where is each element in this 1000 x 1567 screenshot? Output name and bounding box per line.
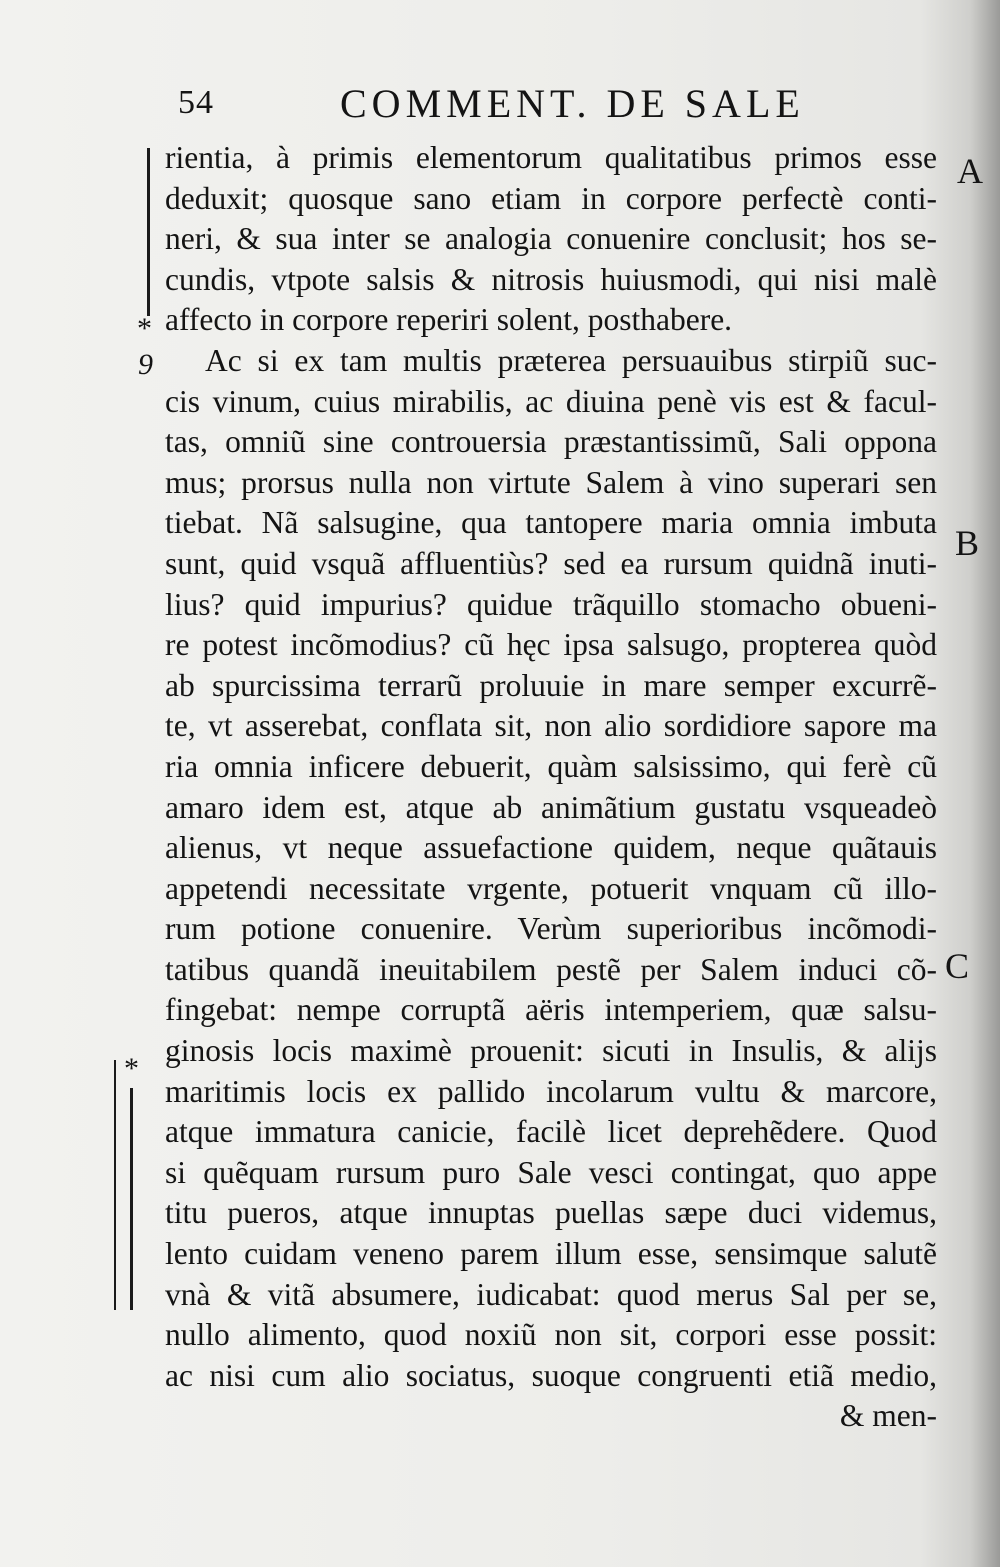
text-line: affecto in corpore reperiri solent, posthabere. (165, 302, 733, 338)
text-line: cis vinum, cuius mirabilis, ac diuina penè vis est & facul- (165, 383, 937, 419)
margin-numeral: 9 (138, 348, 153, 381)
catchword: & men- (839, 1398, 937, 1434)
text-line: tiebat. Nã salsugine, qua tantopere maria omnia imbuta (165, 505, 937, 541)
text-line: rientia, à primis elementorum qualitatibus primos esse (165, 140, 937, 175)
running-title: COMMENT. DE SALE (340, 81, 805, 126)
page-header (170, 78, 820, 128)
text-line: lento cuidam veneno parem illum esse, sensimque salutẽ (165, 1236, 937, 1272)
text-line: ginosis locis maximè prouenit: sicuti in Insulis, & alijs (165, 1033, 937, 1069)
text-line: alienus, vt neque assuefactione quidem, neque quãtauis (165, 830, 937, 866)
text-line: rum potione conuenire. Verùm superioribus incõmodi- (165, 911, 937, 947)
margin-asterisk-upper: * (137, 312, 152, 345)
text-line: re potest incõmodius? cũ hęc ipsa salsugo, propterea quòd (165, 627, 937, 663)
text-line: tas, omniũ sine controuersia præstantissimũ, Sali oppona (165, 424, 937, 460)
text-line: amaro idem est, atque ab animãtium gustatu vsqueadeò (165, 789, 937, 825)
text-line: Ac si ex tam multis præterea persuauibus stirpiũ suc- (205, 342, 937, 378)
margin-bracket-lower (130, 1088, 133, 1310)
text-line: atque immatura canicie, facilè licet deprehẽdere. Quod (165, 1114, 937, 1150)
text-line: neri, & sua inter se analogia conuenire conclusit; hos se- (165, 221, 937, 257)
text-line: maritimis locis ex pallido incolarum vultu & marcore, (165, 1073, 937, 1109)
text-line: si quẽquam rursum puro Sale vesci contingat, quo appe (165, 1154, 937, 1190)
body-text (165, 138, 937, 1437)
margin-bracket-lower-left (114, 1060, 116, 1310)
text-line: mus; prorsus nulla non virtute Salem à vino superari sen (165, 464, 937, 500)
text-line: fingebat: nempe corruptã aëris intemperiem, quæ salsu- (165, 992, 937, 1028)
margin-letter-b: B (955, 523, 980, 563)
text-line: lius? quid impurius? quidue trãquillo stomacho obueni- (165, 586, 937, 622)
margin-bracket-upper (147, 148, 150, 316)
text-line: ab spurcissima terrarũ proluuie in mare semper excurrẽ- (165, 667, 937, 703)
text-line: appetendi necessitate vrgente, potuerit vnquam cũ illo- (165, 870, 937, 906)
text-line: vnà & vitã absumere, iudicabat: quod merus Sal per se, (165, 1276, 937, 1312)
text-line: cundis, vtpote salsis & nitrosis huiusmodi, qui nisi malè (165, 261, 937, 297)
text-line: nullo alimento, quod noxiũ non sit, corpori esse possit: (165, 1317, 937, 1353)
text-line: te, vt asserebat, conflata sit, non alio sordidiore sapore ma (165, 708, 937, 744)
text-line: tatibus quandã ineuitabilem pestẽ per Salem induci cõ- (165, 951, 937, 987)
margin-asterisk-lower: * (124, 1052, 139, 1085)
text-line: sunt, quid vsquã affluentiùs? sed ea rursum quidnã inuti- (165, 545, 937, 581)
text-line: ac nisi cum alio sociatus, suoque congruenti etiã medio, (165, 1357, 937, 1393)
margin-letter-c: C (945, 946, 970, 986)
margin-letter-a: A (957, 151, 983, 191)
page-number: 54 (178, 84, 214, 121)
text-line: titu pueros, atque innuptas puellas sæpe duci videmus, (165, 1195, 937, 1231)
text-line: deduxit; quosque sano etiam in corpore perfectè conti- (165, 180, 937, 216)
text-line: ria omnia inficere debuerit, quàm salsissimo, qui ferè cũ (165, 748, 937, 784)
